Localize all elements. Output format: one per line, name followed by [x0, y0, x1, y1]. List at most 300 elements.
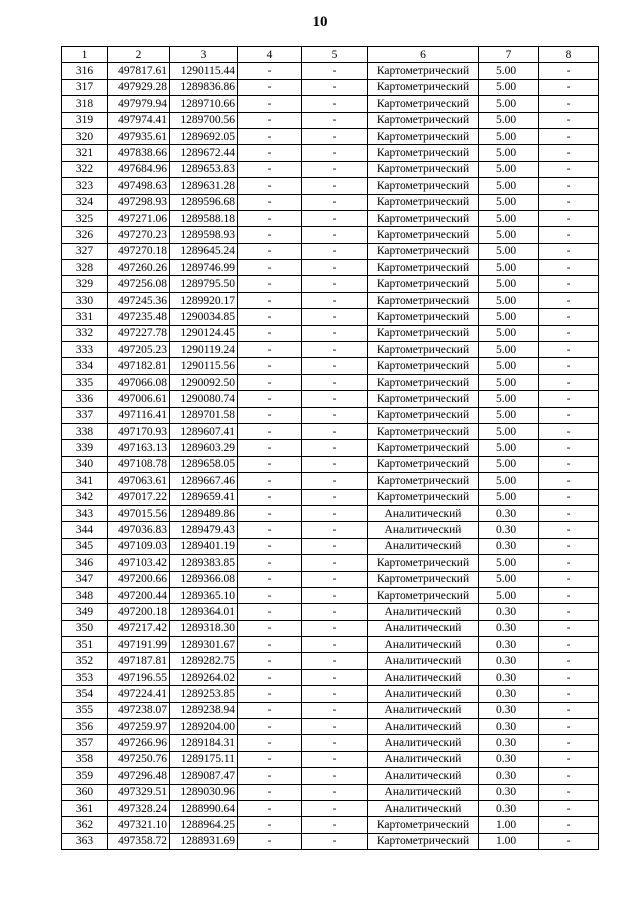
col5-cell: - — [302, 325, 368, 341]
y-coordinate-cell: 1289596.68 — [170, 194, 238, 210]
column-header: 2 — [108, 47, 170, 63]
accuracy-cell: 5.00 — [479, 571, 539, 587]
table-row — [62, 260, 599, 276]
table-row — [62, 325, 599, 341]
col5-cell: - — [302, 456, 368, 472]
col4-cell: - — [238, 325, 302, 341]
x-coordinate-cell: 497250.76 — [108, 751, 170, 767]
col8-cell: - — [539, 423, 599, 439]
col4-cell: - — [238, 407, 302, 423]
method-cell: Картометрический — [368, 473, 479, 489]
col5-cell: - — [302, 358, 368, 374]
point-number-cell: 341 — [62, 473, 108, 489]
col4-cell: - — [238, 735, 302, 751]
point-number-cell: 342 — [62, 489, 108, 505]
x-coordinate-cell: 497182.81 — [108, 358, 170, 374]
point-number-cell: 358 — [62, 751, 108, 767]
x-coordinate-cell: 497498.63 — [108, 178, 170, 194]
x-coordinate-cell: 497270.23 — [108, 227, 170, 243]
col8-cell: - — [539, 210, 599, 226]
accuracy-cell: 5.00 — [479, 112, 539, 128]
col4-cell: - — [238, 342, 302, 358]
method-cell: Картометрический — [368, 79, 479, 95]
y-coordinate-cell: 1289836.86 — [170, 79, 238, 95]
table-row — [62, 571, 599, 587]
x-coordinate-cell: 497238.07 — [108, 702, 170, 718]
method-cell: Картометрический — [368, 817, 479, 833]
y-coordinate-cell: 1288990.64 — [170, 800, 238, 816]
y-coordinate-cell: 1289701.58 — [170, 407, 238, 423]
table-row — [62, 751, 599, 767]
y-coordinate-cell: 1289645.24 — [170, 243, 238, 259]
method-cell: Картометрический — [368, 374, 479, 390]
col8-cell: - — [539, 817, 599, 833]
accuracy-cell: 5.00 — [479, 178, 539, 194]
y-coordinate-cell: 1289588.18 — [170, 210, 238, 226]
page-number: 10 — [312, 14, 328, 30]
point-number-cell: 328 — [62, 260, 108, 276]
column-header: 6 — [368, 47, 479, 63]
col4-cell: - — [238, 538, 302, 554]
accuracy-cell: 0.30 — [479, 751, 539, 767]
col4-cell: - — [238, 79, 302, 95]
col5-cell: - — [302, 571, 368, 587]
col4-cell: - — [238, 620, 302, 636]
y-coordinate-cell: 1289700.56 — [170, 112, 238, 128]
x-coordinate-cell: 497296.48 — [108, 768, 170, 784]
col8-cell: - — [539, 571, 599, 587]
col5-cell: - — [302, 768, 368, 784]
col8-cell: - — [539, 260, 599, 276]
table-row — [62, 784, 599, 800]
col8-cell: - — [539, 227, 599, 243]
col4-cell: - — [238, 292, 302, 308]
method-cell: Аналитический — [368, 702, 479, 718]
accuracy-cell: 1.00 — [479, 833, 539, 849]
accuracy-cell: 5.00 — [479, 374, 539, 390]
col4-cell: - — [238, 505, 302, 521]
y-coordinate-cell: 1289672.44 — [170, 145, 238, 161]
method-cell: Аналитический — [368, 735, 479, 751]
accuracy-cell: 5.00 — [479, 358, 539, 374]
x-coordinate-cell: 497328.24 — [108, 800, 170, 816]
y-coordinate-cell: 1290092.50 — [170, 374, 238, 390]
column-header: 8 — [539, 47, 599, 63]
method-cell: Аналитический — [368, 686, 479, 702]
y-coordinate-cell: 1289479.43 — [170, 522, 238, 538]
point-number-cell: 343 — [62, 505, 108, 521]
col8-cell: - — [539, 194, 599, 210]
table-row — [62, 194, 599, 210]
x-coordinate-cell: 497245.36 — [108, 292, 170, 308]
col4-cell: - — [238, 669, 302, 685]
table-row — [62, 489, 599, 505]
point-number-cell: 316 — [62, 63, 108, 79]
col5-cell: - — [302, 243, 368, 259]
col5-cell: - — [302, 833, 368, 849]
col4-cell: - — [238, 833, 302, 849]
col5-cell: - — [302, 79, 368, 95]
x-coordinate-cell: 497187.81 — [108, 653, 170, 669]
col5-cell: - — [302, 96, 368, 112]
accuracy-cell: 5.00 — [479, 407, 539, 423]
method-cell: Картометрический — [368, 178, 479, 194]
point-number-cell: 357 — [62, 735, 108, 751]
col5-cell: - — [302, 555, 368, 571]
col8-cell: - — [539, 128, 599, 144]
accuracy-cell: 5.00 — [479, 555, 539, 571]
accuracy-cell: 5.00 — [479, 145, 539, 161]
method-cell: Картометрический — [368, 833, 479, 849]
method-cell: Картометрический — [368, 456, 479, 472]
col5-cell: - — [302, 735, 368, 751]
col4-cell: - — [238, 800, 302, 816]
y-coordinate-cell: 1289318.30 — [170, 620, 238, 636]
x-coordinate-cell: 497163.13 — [108, 440, 170, 456]
col4-cell: - — [238, 604, 302, 620]
accuracy-cell: 5.00 — [479, 309, 539, 325]
point-number-cell: 339 — [62, 440, 108, 456]
table-row — [62, 768, 599, 784]
x-coordinate-cell: 497036.83 — [108, 522, 170, 538]
x-coordinate-cell: 497838.66 — [108, 145, 170, 161]
accuracy-cell: 5.00 — [479, 489, 539, 505]
point-number-cell: 346 — [62, 555, 108, 571]
point-number-cell: 360 — [62, 784, 108, 800]
col8-cell: - — [539, 751, 599, 767]
column-header: 5 — [302, 47, 368, 63]
accuracy-cell: 5.00 — [479, 473, 539, 489]
table-header-row — [62, 47, 599, 63]
col8-cell: - — [539, 374, 599, 390]
point-number-cell: 325 — [62, 210, 108, 226]
accuracy-cell: 5.00 — [479, 63, 539, 79]
y-coordinate-cell: 1289383.85 — [170, 555, 238, 571]
col8-cell: - — [539, 604, 599, 620]
y-coordinate-cell: 1289710.66 — [170, 96, 238, 112]
point-number-cell: 344 — [62, 522, 108, 538]
col8-cell: - — [539, 587, 599, 603]
y-coordinate-cell: 1289301.67 — [170, 637, 238, 653]
point-number-cell: 331 — [62, 309, 108, 325]
col5-cell: - — [302, 391, 368, 407]
col8-cell: - — [539, 145, 599, 161]
x-coordinate-cell: 497006.61 — [108, 391, 170, 407]
x-coordinate-cell: 497270.18 — [108, 243, 170, 259]
col5-cell: - — [302, 637, 368, 653]
point-number-cell: 337 — [62, 407, 108, 423]
x-coordinate-cell: 497217.42 — [108, 620, 170, 636]
table-row — [62, 653, 599, 669]
col5-cell: - — [302, 260, 368, 276]
col4-cell: - — [238, 473, 302, 489]
y-coordinate-cell: 1290115.44 — [170, 63, 238, 79]
col8-cell: - — [539, 309, 599, 325]
y-coordinate-cell: 1289489.86 — [170, 505, 238, 521]
col4-cell: - — [238, 128, 302, 144]
method-cell: Картометрический — [368, 423, 479, 439]
accuracy-cell: 0.30 — [479, 784, 539, 800]
table-row — [62, 538, 599, 554]
col8-cell: - — [539, 243, 599, 259]
point-number-cell: 335 — [62, 374, 108, 390]
method-cell: Аналитический — [368, 620, 479, 636]
column-header: 7 — [479, 47, 539, 63]
x-coordinate-cell: 497063.61 — [108, 473, 170, 489]
point-number-cell: 336 — [62, 391, 108, 407]
table-row — [62, 79, 599, 95]
col8-cell: - — [539, 96, 599, 112]
col4-cell: - — [238, 702, 302, 718]
method-cell: Аналитический — [368, 653, 479, 669]
y-coordinate-cell: 1290119.24 — [170, 342, 238, 358]
table-row — [62, 555, 599, 571]
method-cell: Картометрический — [368, 194, 479, 210]
col8-cell: - — [539, 440, 599, 456]
col4-cell: - — [238, 571, 302, 587]
y-coordinate-cell: 1289667.46 — [170, 473, 238, 489]
point-number-cell: 362 — [62, 817, 108, 833]
accuracy-cell: 0.30 — [479, 669, 539, 685]
method-cell: Аналитический — [368, 719, 479, 735]
method-cell: Картометрический — [368, 243, 479, 259]
accuracy-cell: 5.00 — [479, 587, 539, 603]
point-number-cell: 349 — [62, 604, 108, 620]
table-row — [62, 800, 599, 816]
table-row — [62, 817, 599, 833]
y-coordinate-cell: 1289030.96 — [170, 784, 238, 800]
col4-cell: - — [238, 817, 302, 833]
method-cell: Картометрический — [368, 407, 479, 423]
table-row — [62, 702, 599, 718]
method-cell: Картометрический — [368, 342, 479, 358]
col5-cell: - — [302, 63, 368, 79]
accuracy-cell: 5.00 — [479, 243, 539, 259]
x-coordinate-cell: 497224.41 — [108, 686, 170, 702]
table-row — [62, 505, 599, 521]
point-number-cell: 318 — [62, 96, 108, 112]
col4-cell: - — [238, 555, 302, 571]
accuracy-cell: 5.00 — [479, 325, 539, 341]
point-number-cell: 330 — [62, 292, 108, 308]
method-cell: Картометрический — [368, 440, 479, 456]
col8-cell: - — [539, 637, 599, 653]
table-row — [62, 358, 599, 374]
y-coordinate-cell: 1290034.85 — [170, 309, 238, 325]
x-coordinate-cell: 497017.22 — [108, 489, 170, 505]
x-coordinate-cell: 497205.23 — [108, 342, 170, 358]
method-cell: Картометрический — [368, 391, 479, 407]
table-row — [62, 456, 599, 472]
x-coordinate-cell: 497103.42 — [108, 555, 170, 571]
col8-cell: - — [539, 161, 599, 177]
col8-cell: - — [539, 768, 599, 784]
y-coordinate-cell: 1289401.19 — [170, 538, 238, 554]
x-coordinate-cell: 497929.28 — [108, 79, 170, 95]
accuracy-cell: 0.30 — [479, 522, 539, 538]
point-number-cell: 347 — [62, 571, 108, 587]
col8-cell: - — [539, 63, 599, 79]
method-cell: Аналитический — [368, 784, 479, 800]
point-number-cell: 333 — [62, 342, 108, 358]
col8-cell: - — [539, 489, 599, 505]
col5-cell: - — [302, 817, 368, 833]
accuracy-cell: 5.00 — [479, 96, 539, 112]
point-number-cell: 361 — [62, 800, 108, 816]
x-coordinate-cell: 497200.18 — [108, 604, 170, 620]
table-row — [62, 669, 599, 685]
col8-cell: - — [539, 653, 599, 669]
col5-cell: - — [302, 342, 368, 358]
method-cell: Аналитический — [368, 505, 479, 521]
accuracy-cell: 0.30 — [479, 505, 539, 521]
y-coordinate-cell: 1289607.41 — [170, 423, 238, 439]
column-header: 4 — [238, 47, 302, 63]
y-coordinate-cell: 1289631.28 — [170, 178, 238, 194]
y-coordinate-cell: 1289658.05 — [170, 456, 238, 472]
col8-cell: - — [539, 800, 599, 816]
col8-cell: - — [539, 833, 599, 849]
method-cell: Картометрический — [368, 227, 479, 243]
point-number-cell: 345 — [62, 538, 108, 554]
col4-cell: - — [238, 63, 302, 79]
col5-cell: - — [302, 538, 368, 554]
col4-cell: - — [238, 768, 302, 784]
col8-cell: - — [539, 505, 599, 521]
method-cell: Аналитический — [368, 768, 479, 784]
col5-cell: - — [302, 473, 368, 489]
accuracy-cell: 5.00 — [479, 456, 539, 472]
x-coordinate-cell: 497684.96 — [108, 161, 170, 177]
table-row — [62, 63, 599, 79]
table-row — [62, 522, 599, 538]
method-cell: Картометрический — [368, 276, 479, 292]
point-number-cell: 363 — [62, 833, 108, 849]
col5-cell: - — [302, 669, 368, 685]
col5-cell: - — [302, 407, 368, 423]
table-row — [62, 473, 599, 489]
x-coordinate-cell: 497259.97 — [108, 719, 170, 735]
method-cell: Аналитический — [368, 800, 479, 816]
point-number-cell: 351 — [62, 637, 108, 653]
y-coordinate-cell: 1289087.47 — [170, 768, 238, 784]
x-coordinate-cell: 497015.56 — [108, 505, 170, 521]
point-number-cell: 353 — [62, 669, 108, 685]
col5-cell: - — [302, 800, 368, 816]
col5-cell: - — [302, 276, 368, 292]
y-coordinate-cell: 1288931.69 — [170, 833, 238, 849]
x-coordinate-cell: 497974.41 — [108, 112, 170, 128]
table-row — [62, 620, 599, 636]
col8-cell: - — [539, 473, 599, 489]
col5-cell: - — [302, 161, 368, 177]
accuracy-cell: 5.00 — [479, 260, 539, 276]
col8-cell: - — [539, 276, 599, 292]
accuracy-cell: 0.30 — [479, 702, 539, 718]
col8-cell: - — [539, 686, 599, 702]
accuracy-cell: 5.00 — [479, 276, 539, 292]
col5-cell: - — [302, 522, 368, 538]
point-number-cell: 340 — [62, 456, 108, 472]
col5-cell: - — [302, 587, 368, 603]
column-header: 1 — [62, 47, 108, 63]
y-coordinate-cell: 1289365.10 — [170, 587, 238, 603]
x-coordinate-cell: 497256.08 — [108, 276, 170, 292]
col4-cell: - — [238, 637, 302, 653]
accuracy-cell: 5.00 — [479, 342, 539, 358]
point-number-cell: 356 — [62, 719, 108, 735]
col4-cell: - — [238, 194, 302, 210]
col4-cell: - — [238, 276, 302, 292]
table-row — [62, 145, 599, 161]
accuracy-cell: 5.00 — [479, 210, 539, 226]
accuracy-cell: 5.00 — [479, 161, 539, 177]
col8-cell: - — [539, 325, 599, 341]
table-row — [62, 686, 599, 702]
col4-cell: - — [238, 440, 302, 456]
x-coordinate-cell: 497358.72 — [108, 833, 170, 849]
col5-cell: - — [302, 227, 368, 243]
point-number-cell: 317 — [62, 79, 108, 95]
method-cell: Картометрический — [368, 325, 479, 341]
col8-cell: - — [539, 79, 599, 95]
col5-cell: - — [302, 505, 368, 521]
method-cell: Картометрический — [368, 260, 479, 276]
x-coordinate-cell: 497066.08 — [108, 374, 170, 390]
col4-cell: - — [238, 210, 302, 226]
coordinates-table — [61, 46, 599, 850]
y-coordinate-cell: 1290115.56 — [170, 358, 238, 374]
col8-cell: - — [539, 292, 599, 308]
table-row — [62, 128, 599, 144]
method-cell: Картометрический — [368, 489, 479, 505]
accuracy-cell: 5.00 — [479, 423, 539, 439]
col5-cell: - — [302, 653, 368, 669]
col4-cell: - — [238, 96, 302, 112]
col8-cell: - — [539, 342, 599, 358]
method-cell: Картометрический — [368, 587, 479, 603]
table-row — [62, 833, 599, 849]
method-cell: Картометрический — [368, 112, 479, 128]
method-cell: Картометрический — [368, 358, 479, 374]
x-coordinate-cell: 497170.93 — [108, 423, 170, 439]
column-header: 3 — [170, 47, 238, 63]
method-cell: Аналитический — [368, 669, 479, 685]
table-row — [62, 96, 599, 112]
table-row — [62, 161, 599, 177]
method-cell: Аналитический — [368, 538, 479, 554]
accuracy-cell: 0.30 — [479, 637, 539, 653]
accuracy-cell: 0.30 — [479, 768, 539, 784]
accuracy-cell: 0.30 — [479, 686, 539, 702]
col5-cell: - — [302, 194, 368, 210]
col8-cell: - — [539, 456, 599, 472]
accuracy-cell: 1.00 — [479, 817, 539, 833]
col4-cell: - — [238, 227, 302, 243]
method-cell: Картометрический — [368, 145, 479, 161]
y-coordinate-cell: 1289175.11 — [170, 751, 238, 767]
col4-cell: - — [238, 243, 302, 259]
y-coordinate-cell: 1290124.45 — [170, 325, 238, 341]
table-row — [62, 243, 599, 259]
col5-cell: - — [302, 719, 368, 735]
method-cell: Картометрический — [368, 309, 479, 325]
point-number-cell: 359 — [62, 768, 108, 784]
accuracy-cell: 5.00 — [479, 391, 539, 407]
col8-cell: - — [539, 391, 599, 407]
col4-cell: - — [238, 686, 302, 702]
point-number-cell: 329 — [62, 276, 108, 292]
